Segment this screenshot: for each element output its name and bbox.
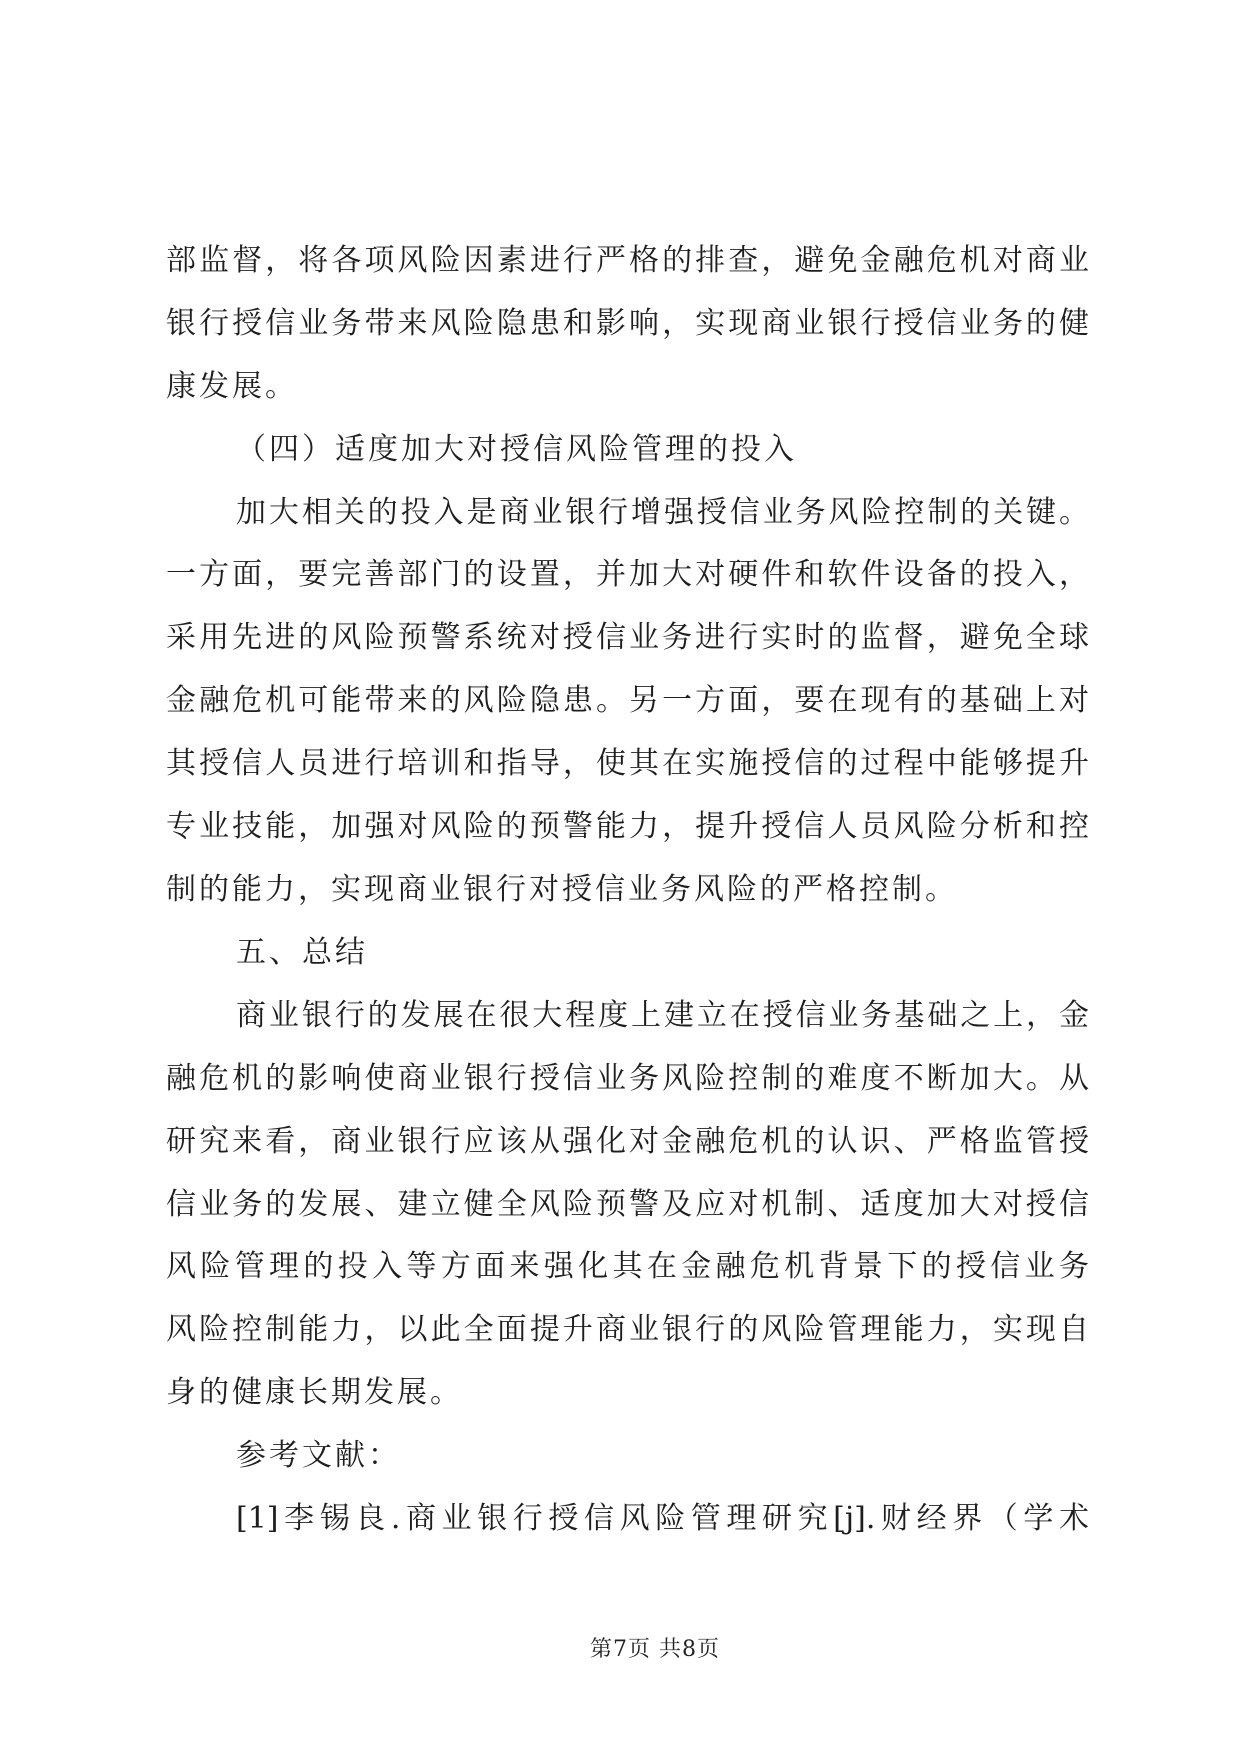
paragraph-3-line-4: 信业务的发展、建立健全风险预警及应对机制、适度加大对授信 (166, 1187, 1089, 1222)
page-footer-label: 第7页 共8页 (590, 1637, 720, 1662)
paragraph-2-line-7: 制的能力，实现商业银行对授信业务风险的严格控制。 (166, 872, 958, 907)
paragraph-3-line-7: 身的健康长期发展。 (166, 1375, 463, 1410)
paragraph-3-line-6: 风险控制能力，以此全面提升商业银行的风险管理能力，实现自 (166, 1312, 1089, 1347)
paragraph-2-line-5: 其授信人员进行培训和指导，使其在实施授信的过程中能够提升 (166, 746, 1089, 781)
paragraph-2-line-6: 专业技能，加强对风险的预警能力，提升授信人员风险分析和控 (166, 809, 1089, 844)
paragraph-2-line-2: 一方面，要完善部门的设置，并加大对硬件和软件设备的投入， (166, 557, 1089, 592)
paragraph-3-line-2: 融危机的影响使商业银行授信业务风险控制的难度不断加大。从 (166, 1061, 1089, 1096)
reference-item-1: [1]李锡良.商业银行授信风险管理研究[j].财经界（学术 (236, 1501, 1089, 1536)
references-heading: 参考文献： (236, 1438, 401, 1473)
paragraph-3-line-3: 研究来看，商业银行应该从强化对金融危机的认识、严格监管授 (166, 1124, 1089, 1159)
paragraph-3-line-1: 商业银行的发展在很大程度上建立在授信业务基础之上，金 (236, 998, 1089, 1033)
paragraph-1-line-1: 部监督，将各项风险因素进行严格的排查，避免金融危机对商业 (166, 243, 1089, 278)
paragraph-2-line-1: 加大相关的投入是商业银行增强授信业务风险控制的关键。 (236, 495, 1089, 530)
section-heading-4: （四）适度加大对授信风险管理的投入 (236, 432, 797, 467)
paragraph-3-line-5: 风险管理的投入等方面来强化其在金融危机背景下的授信业务 (166, 1249, 1089, 1284)
paragraph-2-line-3: 采用先进的风险预警系统对授信业务进行实时的监督，避免全球 (166, 620, 1089, 655)
paragraph-1-line-3: 康发展。 (166, 369, 298, 404)
paragraph-2-line-4: 金融危机可能带来的风险隐患。另一方面，要在现有的基础上对 (166, 683, 1089, 718)
section-heading-5: 五、总结 (236, 935, 368, 970)
paragraph-1-line-2: 银行授信业务带来风险隐患和影响，实现商业银行授信业务的健 (166, 306, 1089, 341)
